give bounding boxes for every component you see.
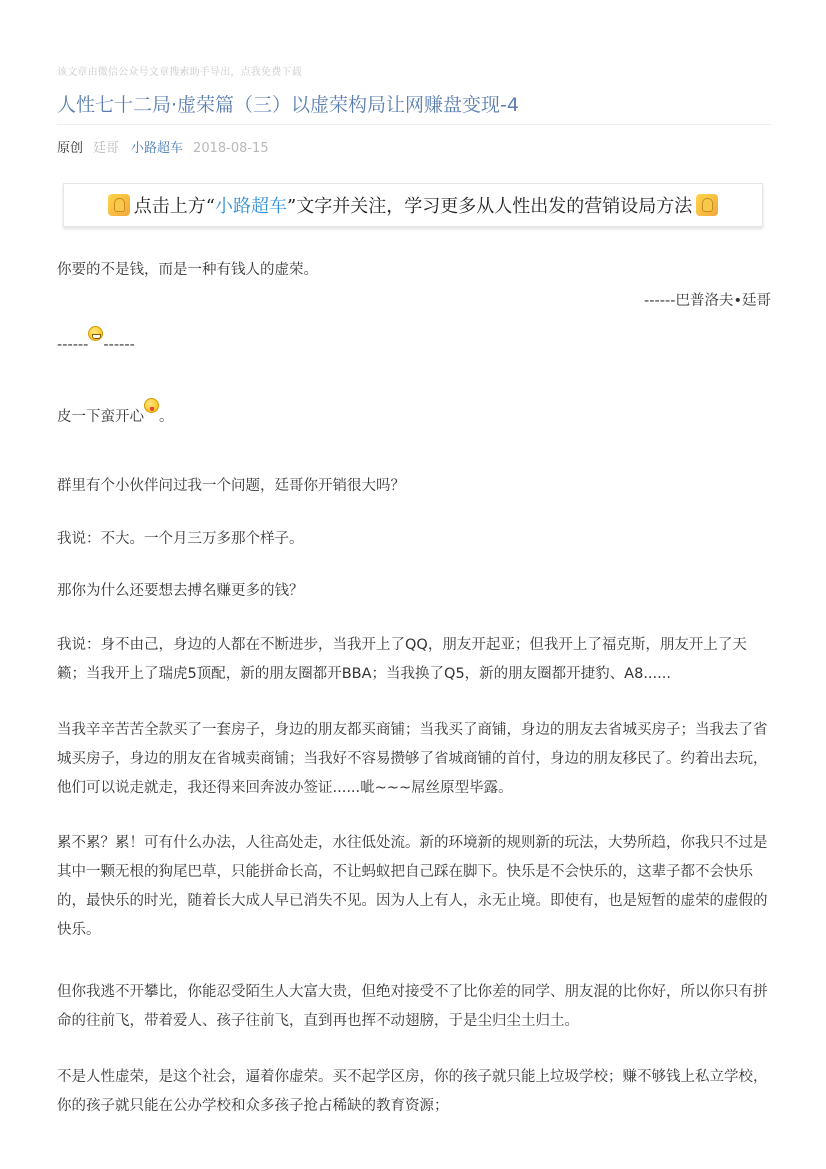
paragraph: 当我辛辛苦苦全款买了一套房子，身边的朋友都买商铺；当我买了商铺，身边的朋友去省城买房子；当我去了省城买房子，身边的朋友在省城卖商铺；当我好不容易攒够了省城商铺的首付，身边的朋友移民了。约着出去玩，他们可以说走就走，我还得来回奔波办签证......呲~~~屌丝原型毕露。 (57, 722, 768, 796)
author-name: 廷哥 (93, 141, 120, 156)
paragraph: 但你我逃不开攀比，你能忍受陌生人大富大贵，但绝对接受不了比你差的同学、朋友混的比你好，所以你只有拼命的往前飞，带着爱人、孩子往前飞，直到再也挥不动翅膀，于是尘归尘土归土。 (57, 984, 768, 1029)
teaser-text: 皮一下蛮开心 (57, 409, 144, 425)
follow-banner[interactable] (63, 183, 763, 227)
banner-suffix: ”文字并关注，学习更多从人性出发的营销设局方法 (287, 196, 693, 217)
paragraph: 不是人性虚荣，是这个社会，逼着你虚荣。买不起学区房，你的孩子就只能上垃圾学校；赚不够钱上私立学校，你的孩子就只能在公办学校和众多孩子抢占稀缺的教育资源； (57, 1069, 768, 1114)
separator-left: ------ (57, 337, 89, 353)
paragraph: 群里有个小伙伴问过我一个问题，廷哥你开销很大吗？ (57, 478, 405, 494)
article-meta (57, 140, 279, 158)
flexed-bicep-icon (696, 194, 718, 216)
grinning-face-icon (88, 326, 103, 341)
paragraph: 那你为什么还要想去搏名赚更多的钱？ (57, 583, 304, 599)
title-divider (57, 124, 771, 125)
separator-line (57, 326, 771, 360)
paragraph: 我说：身不由己，身边的人都在不断进步，当我开上了QQ，朋友开起亚；但我开上了福克斯，朋友开上了天籁；当我开上了瑞虎5顶配，新的朋友圈都开BBA；当我换了Q5，新的朋友圈都开捷豹、A8...... (57, 637, 747, 682)
banner-account-highlight: 小路超车 (215, 196, 287, 217)
article-title: 人性七十二局·虚荣篇（三）以虚荣构局让网赚盘变现-4 (57, 94, 519, 116)
publish-date: 2018-08-15 (193, 141, 269, 156)
paragraph: 我说：不大。一个月三万多那个样子。 (57, 531, 304, 547)
separator-right: ------ (103, 337, 135, 353)
paragraph: 累不累？累！可有什么办法，人往高处走，水往低处流。新的环境新的规则新的玩法，大势所趋，你我只不过是其中一颗无根的狗尾巴草，只能拼命长高，不让蚂蚁把自己踩在脚下。快乐是不会快乐的，这辈子都不会快乐的，最快乐的时光，随着长大成人早已消失不见。因为人上有人，永无止境。即使有，也是短暂的虚荣的虚假的快乐。 (57, 835, 768, 938)
opening-quote: 你要的不是钱，而是一种有钱人的虚荣。 (57, 262, 318, 278)
original-tag: 原创 (57, 141, 84, 156)
winking-tongue-face-icon (144, 398, 159, 413)
teaser-line (57, 398, 771, 432)
account-link[interactable]: 小路超车 (131, 141, 184, 156)
export-notice-link[interactable]: 该文章由微信公众号文章搜索助手导出，点我免费下载 (57, 67, 302, 78)
flexed-bicep-icon (108, 194, 130, 216)
quote-signature: ------巴普洛夫•廷哥 (644, 293, 771, 309)
banner-prefix: 点击上方“ (133, 196, 215, 217)
teaser-end: 。 (159, 409, 174, 425)
